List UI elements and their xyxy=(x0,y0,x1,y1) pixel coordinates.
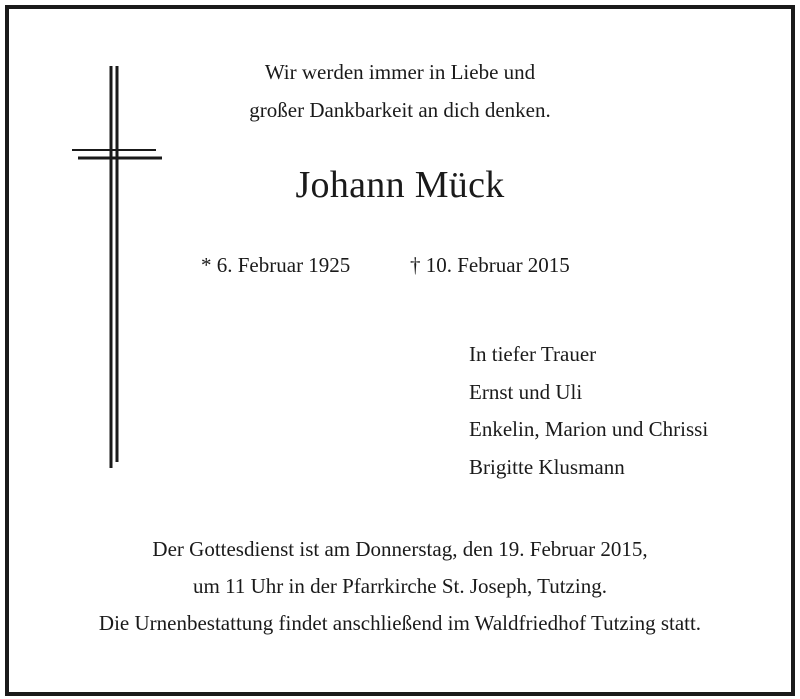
verse-line-2: großer Dankbarkeit an dich denken. xyxy=(249,98,551,122)
mourners-list xyxy=(469,336,708,486)
mourner-name: Enkelin, Marion und Chrissi xyxy=(469,417,709,441)
mourners-heading: In tiefer Trauer xyxy=(469,342,597,366)
service-line-2: um 11 Uhr in der Pfarrkirche St. Joseph, Tutzing. xyxy=(193,574,607,598)
deceased-name: Johann Mück xyxy=(295,164,505,206)
service-line-1: Der Gottesdienst ist am Donnerstag, den 19. Februar 2015, xyxy=(152,537,648,561)
birth-date: * 6. Februar 1925 xyxy=(201,253,351,277)
death-date: † 10. Februar 2015 xyxy=(410,253,570,277)
verse-line-1: Wir werden immer in Liebe und xyxy=(264,60,536,84)
mourner-name: Brigitte Klusmann xyxy=(469,454,625,479)
mourner-name: Ernst und Uli xyxy=(469,379,583,404)
service-line-3: Die Urnenbestattung findet anschließend im Waldfriedhof Tutzing statt. xyxy=(98,611,702,635)
